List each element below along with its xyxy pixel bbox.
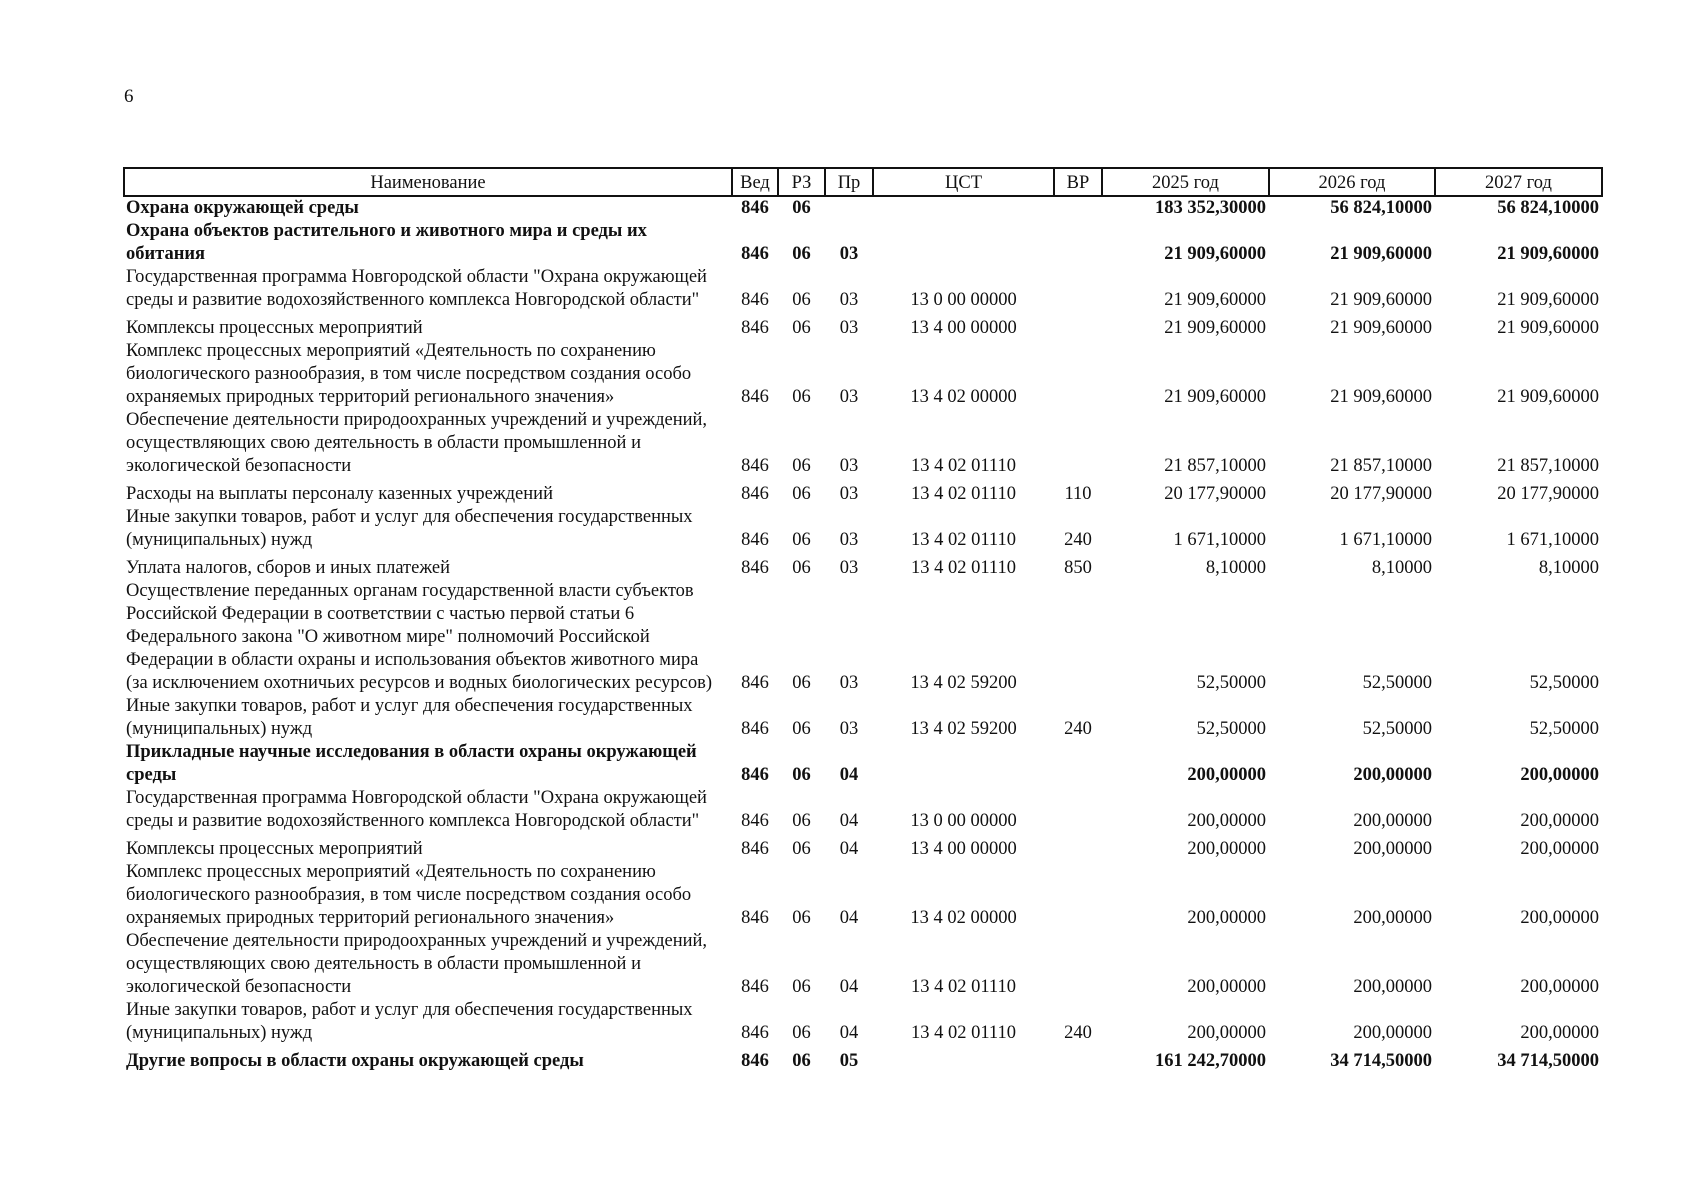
row-cst: 13 4 02 01110 — [910, 1023, 1016, 1043]
table-row — [124, 861, 1602, 930]
row-vr — [1054, 580, 1102, 695]
row-2026: 21 909,60000 — [1330, 244, 1432, 264]
row-rz: 06 — [792, 198, 811, 218]
table-row — [124, 552, 1602, 580]
row-2026: 200,00000 — [1353, 908, 1432, 928]
row-2027: 200,00000 — [1520, 811, 1599, 831]
table-row — [124, 220, 1602, 266]
row-pr: 05 — [839, 1051, 859, 1071]
row-vr — [1054, 741, 1102, 787]
table-row — [124, 930, 1602, 999]
row-cst: 13 4 02 00000 — [910, 908, 1017, 928]
row-2027: 20 177,90000 — [1497, 484, 1599, 504]
header-name: Наименование — [124, 168, 732, 196]
row-2026: 8,10000 — [1371, 558, 1432, 578]
row-rz: 06 — [792, 318, 811, 338]
row-cst: 13 0 00 00000 — [910, 811, 1017, 831]
row-cst: 13 4 02 01110 — [910, 977, 1016, 997]
row-cst: 13 4 02 01110 — [910, 456, 1016, 476]
row-2026: 21 857,10000 — [1330, 456, 1432, 476]
row-name: Комплексы процессных мероприятий — [126, 839, 423, 859]
table-row — [124, 741, 1602, 787]
row-name: Иные закупки товаров, работ и услуг для обеспечения государственных (муниципальных) нужд — [126, 1000, 693, 1043]
row-ved: 846 — [741, 765, 769, 785]
row-rz: 06 — [792, 719, 811, 739]
row-rz: 06 — [792, 456, 811, 476]
row-name: Уплата налогов, сборов и иных платежей — [126, 558, 451, 578]
row-vr — [1054, 196, 1102, 220]
row-rz: 06 — [792, 244, 811, 264]
row-2027: 200,00000 — [1520, 765, 1599, 785]
row-ved: 846 — [741, 1051, 769, 1071]
row-name: Иные закупки товаров, работ и услуг для обеспечения государственных (муниципальных) нужд — [126, 696, 693, 739]
row-2025: 183 352,30000 — [1155, 198, 1266, 218]
row-cst: 13 4 02 00000 — [910, 387, 1017, 407]
row-pr: 04 — [839, 977, 859, 997]
row-rz: 06 — [792, 908, 811, 928]
row-2026: 1 671,10000 — [1339, 530, 1432, 550]
row-vr — [1054, 930, 1102, 999]
row-name: Обеспечение деятельности природоохранных учреждений и учреждений, осуществляющих свою деятельность в области промышленной и экологической безопасности — [126, 410, 708, 476]
row-2027: 21 909,60000 — [1497, 387, 1599, 407]
row-pr: 03 — [839, 719, 859, 739]
header-2025: 2025 год — [1102, 168, 1269, 196]
row-2025: 200,00000 — [1187, 839, 1266, 859]
row-vr — [1054, 220, 1102, 266]
row-2025: 20 177,90000 — [1164, 484, 1266, 504]
row-ved: 846 — [741, 456, 769, 476]
row-2027: 1 671,10000 — [1506, 530, 1599, 550]
header-2027: 2027 год — [1435, 168, 1602, 196]
row-vr — [1054, 861, 1102, 930]
row-2025: 21 909,60000 — [1164, 244, 1266, 264]
row-ved: 846 — [741, 318, 769, 338]
row-2026: 200,00000 — [1353, 765, 1432, 785]
row-vr — [1054, 340, 1102, 409]
row-ved: 846 — [741, 558, 769, 578]
row-vr: 240 — [1064, 1023, 1092, 1043]
row-2026: 21 909,60000 — [1330, 290, 1432, 310]
row-cst: 13 4 02 59200 — [910, 673, 1017, 693]
row-vr — [1054, 409, 1102, 478]
row-2025: 200,00000 — [1187, 908, 1266, 928]
budget-table — [123, 167, 1603, 1073]
row-pr: 03 — [839, 456, 859, 476]
row-vr — [1054, 833, 1102, 861]
row-2025: 1 671,10000 — [1173, 530, 1266, 550]
table-row — [124, 196, 1602, 220]
row-pr: 03 — [839, 673, 859, 693]
row-2026: 52,50000 — [1362, 673, 1432, 693]
row-2026: 200,00000 — [1353, 1023, 1432, 1043]
row-name: Прикладные научные исследования в области охраны окружающей среды — [126, 742, 697, 785]
row-ved: 846 — [741, 1023, 769, 1043]
row-vr: 240 — [1064, 530, 1092, 550]
row-2026: 56 824,10000 — [1330, 198, 1432, 218]
row-cst: 13 0 00 00000 — [910, 290, 1017, 310]
row-pr: 04 — [839, 1023, 859, 1043]
row-2025: 21 909,60000 — [1164, 290, 1266, 310]
row-2025: 52,50000 — [1196, 673, 1266, 693]
table-row — [124, 999, 1602, 1045]
row-2025: 8,10000 — [1205, 558, 1266, 578]
row-2025: 21 909,60000 — [1164, 318, 1266, 338]
row-ved: 846 — [741, 387, 769, 407]
row-name: Обеспечение деятельности природоохранных учреждений и учреждений, осуществляющих свою деятельность в области промышленной и экологической безопасности — [126, 931, 708, 997]
row-name: Расходы на выплаты персоналу казенных учреждений — [126, 484, 553, 504]
row-pr: 03 — [839, 558, 859, 578]
row-cst: 13 4 02 01110 — [910, 558, 1016, 578]
row-name: Государственная программа Новгородской области "Охрана окружающей среды и развитие водохозяйственного комплекса Новгородской области" — [126, 267, 707, 310]
row-cst — [873, 741, 1054, 787]
row-2027: 21 909,60000 — [1497, 244, 1599, 264]
row-pr: 03 — [839, 387, 859, 407]
row-cst: 13 4 00 00000 — [910, 318, 1017, 338]
row-2027: 52,50000 — [1529, 673, 1599, 693]
row-2026: 21 909,60000 — [1330, 387, 1432, 407]
row-pr: 03 — [839, 530, 859, 550]
row-2025: 21 857,10000 — [1164, 456, 1266, 476]
table-row — [124, 506, 1602, 552]
row-2027: 56 824,10000 — [1497, 198, 1599, 218]
row-ved: 846 — [741, 839, 769, 859]
table-row — [124, 1045, 1602, 1073]
row-ved: 846 — [741, 908, 769, 928]
row-2026: 21 909,60000 — [1330, 318, 1432, 338]
table-row — [124, 478, 1602, 506]
row-2027: 200,00000 — [1520, 908, 1599, 928]
table-row — [124, 695, 1602, 741]
row-pr: 03 — [839, 484, 859, 504]
header-2026: 2026 год — [1269, 168, 1435, 196]
row-rz: 06 — [792, 484, 811, 504]
row-cst: 13 4 02 01110 — [910, 530, 1016, 550]
row-ved: 846 — [741, 290, 769, 310]
row-rz: 06 — [792, 1023, 811, 1043]
row-ved: 846 — [741, 530, 769, 550]
row-pr: 04 — [839, 839, 859, 859]
header-row — [124, 168, 1602, 196]
row-rz: 06 — [792, 290, 811, 310]
header-vr: ВР — [1054, 168, 1102, 196]
row-2026: 52,50000 — [1362, 719, 1432, 739]
row-vr — [1054, 1045, 1102, 1073]
row-ved: 846 — [741, 198, 769, 218]
row-cst — [873, 196, 1054, 220]
row-2027: 21 909,60000 — [1497, 290, 1599, 310]
table-row — [124, 787, 1602, 833]
row-ved: 846 — [741, 811, 769, 831]
row-name: Комплекс процессных мероприятий «Деятельность по сохранению биологического разнообразия, в том числе посредством создания особо охраняемых природных территорий регионального значения» — [126, 341, 692, 407]
row-cst — [873, 220, 1054, 266]
row-2027: 34 714,50000 — [1497, 1051, 1599, 1071]
row-2025: 52,50000 — [1196, 719, 1266, 739]
row-name: Государственная программа Новгородской области "Охрана окружающей среды и развитие водохозяйственного комплекса Новгородской области" — [126, 788, 707, 831]
row-2026: 34 714,50000 — [1330, 1051, 1432, 1071]
header-ved: Вед — [732, 168, 778, 196]
header-rz: РЗ — [778, 168, 825, 196]
row-2027: 200,00000 — [1520, 977, 1599, 997]
row-2025: 21 909,60000 — [1164, 387, 1266, 407]
row-rz: 06 — [792, 530, 811, 550]
row-name: Охрана объектов растительного и животного мира и среды их обитания — [126, 221, 647, 264]
row-rz: 06 — [792, 387, 811, 407]
row-cst: 13 4 02 01110 — [910, 484, 1016, 504]
row-vr: 240 — [1064, 719, 1092, 739]
row-name: Охрана окружающей среды — [126, 198, 359, 218]
row-pr: 04 — [839, 908, 859, 928]
row-ved: 846 — [741, 673, 769, 693]
row-pr — [825, 196, 873, 220]
row-vr — [1054, 312, 1102, 340]
row-name: Осуществление переданных органам государственной власти субъектов Российской Федерации в соответствии с частью первой статьи 6 Федерального закона "О животном мире" полномочий Российской Федерации в области охраны и использования объектов животного мира (за исключением охотничьих ресурсов и водных биологических ресурсов) — [126, 581, 713, 693]
row-name: Комплекс процессных мероприятий «Деятельность по сохранению биологического разнообразия, в том числе посредством создания особо охраняемых природных территорий регионального значения» — [126, 862, 692, 928]
row-ved: 846 — [741, 977, 769, 997]
row-rz: 06 — [792, 839, 811, 859]
row-cst — [873, 1045, 1054, 1073]
row-rz: 06 — [792, 673, 811, 693]
row-pr: 04 — [839, 811, 859, 831]
row-rz: 06 — [792, 977, 811, 997]
row-name: Иные закупки товаров, работ и услуг для обеспечения государственных (муниципальных) нужд — [126, 507, 693, 550]
table-row — [124, 409, 1602, 478]
row-ved: 846 — [741, 484, 769, 504]
row-2025: 200,00000 — [1187, 1023, 1266, 1043]
table-row — [124, 312, 1602, 340]
row-ved: 846 — [741, 719, 769, 739]
row-2026: 200,00000 — [1353, 839, 1432, 859]
row-rz: 06 — [792, 765, 811, 785]
row-cst: 13 4 00 00000 — [910, 839, 1017, 859]
row-2026: 20 177,90000 — [1330, 484, 1432, 504]
page-number: 6 — [124, 86, 134, 107]
row-2025: 200,00000 — [1187, 811, 1266, 831]
row-2025: 200,00000 — [1187, 765, 1266, 785]
row-2027: 200,00000 — [1520, 1023, 1599, 1043]
row-pr: 04 — [839, 765, 859, 785]
row-2025: 161 242,70000 — [1155, 1051, 1266, 1071]
row-ved: 846 — [741, 244, 769, 264]
row-name: Другие вопросы в области охраны окружающей среды — [126, 1051, 584, 1071]
row-2027: 8,10000 — [1538, 558, 1599, 578]
header-cst: ЦСТ — [873, 168, 1054, 196]
row-2025: 200,00000 — [1187, 977, 1266, 997]
row-rz: 06 — [792, 558, 811, 578]
row-name: Комплексы процессных мероприятий — [126, 318, 423, 338]
row-2026: 200,00000 — [1353, 977, 1432, 997]
row-2027: 21 857,10000 — [1497, 456, 1599, 476]
row-rz: 06 — [792, 811, 811, 831]
table-row — [124, 340, 1602, 409]
row-vr — [1054, 787, 1102, 833]
row-2027: 52,50000 — [1529, 719, 1599, 739]
row-rz: 06 — [792, 1051, 811, 1071]
row-pr: 03 — [839, 318, 859, 338]
row-pr: 03 — [839, 244, 859, 264]
row-2027: 21 909,60000 — [1497, 318, 1599, 338]
row-pr: 03 — [839, 290, 859, 310]
table-row — [124, 833, 1602, 861]
row-2026: 200,00000 — [1353, 811, 1432, 831]
table-row — [124, 266, 1602, 312]
table-row — [124, 580, 1602, 695]
row-2027: 200,00000 — [1520, 839, 1599, 859]
header-pr: Пр — [825, 168, 873, 196]
row-cst: 13 4 02 59200 — [910, 719, 1017, 739]
row-vr: 850 — [1064, 558, 1092, 578]
row-vr — [1054, 266, 1102, 312]
row-vr: 110 — [1064, 484, 1092, 504]
